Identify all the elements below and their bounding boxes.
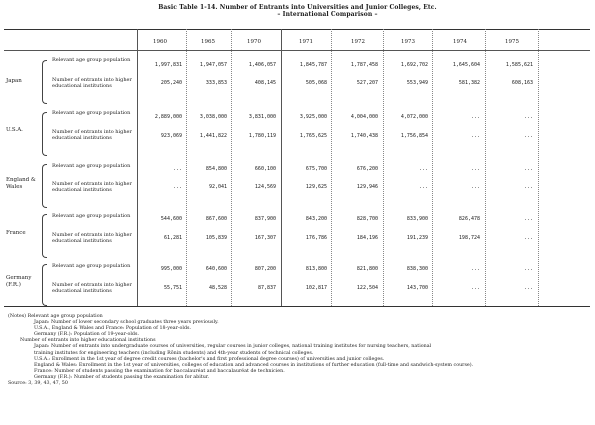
table-cell: 61,281	[163, 235, 182, 241]
note-line: Number of entrants into higher educational institutions	[20, 338, 156, 344]
table-cell: 1,787,458	[350, 62, 378, 68]
year-header: 1960	[153, 39, 167, 45]
table-cell: 807,200	[254, 266, 276, 272]
col-sep	[281, 29, 282, 306]
table-cell: ...	[523, 133, 533, 139]
row-label: Number of entrants into higher educational institutions	[52, 232, 132, 244]
brace	[42, 264, 47, 306]
table-cell: 87,837	[257, 285, 276, 291]
bottom-rule	[4, 306, 590, 307]
table-cell: 553,949	[406, 80, 428, 86]
table-cell: ...	[470, 133, 480, 139]
table-cell: 1,692,702	[400, 62, 428, 68]
table-cell: 828,700	[356, 216, 378, 222]
table-cell: 55,751	[163, 285, 182, 291]
year-header: 1970	[247, 39, 261, 45]
table-cell: 608,163	[511, 80, 533, 86]
row-label: Relevant age group population	[52, 57, 131, 63]
col-sep	[538, 29, 539, 306]
table-cell: ...	[470, 114, 480, 120]
table-cell: 4,004,000	[350, 114, 378, 120]
note-line: Japan: Number of entrants into undergraduate courses of universities, regular courses in junior colleges, national training institutes for nursing teachers, national	[34, 344, 432, 350]
header-rule	[4, 50, 590, 51]
table-cell: 205,240	[160, 80, 182, 86]
table-cell: 640,600	[205, 266, 227, 272]
country-germany: Germany (F.R.)	[6, 275, 32, 288]
table-cell: ...	[418, 184, 428, 190]
table-cell: 676,200	[356, 166, 378, 172]
year-header: 1971	[299, 39, 313, 45]
year-header: 1975	[505, 39, 519, 45]
note-line: Source: 3, 39, 43, 47, 50	[8, 381, 68, 387]
country-france: France	[6, 230, 26, 236]
year-header: 1974	[453, 39, 467, 45]
table-cell: ...	[470, 285, 480, 291]
table-cell: 581,382	[458, 80, 480, 86]
table-cell: 92,041	[208, 184, 227, 190]
title-line-1: Basic Table 1-14. Number of Entrants into Universities and Junior Colleges, Etc.	[158, 4, 437, 11]
row-label: Number of entrants into higher educational institutions	[52, 129, 132, 141]
brace	[42, 164, 47, 208]
table-cell: 675,700	[305, 166, 327, 172]
table-cell: 544,600	[160, 216, 182, 222]
table-cell: 837,900	[254, 216, 276, 222]
country-england-wales: England & Wales	[6, 177, 36, 190]
table-cell: 995,000	[160, 266, 182, 272]
table-cell: 167,307	[254, 235, 276, 241]
note-line: Germany (F.R.): Population of 19-year-olds.	[34, 332, 139, 338]
year-header: 1965	[201, 39, 215, 45]
table-cell: 1,441,822	[199, 133, 227, 139]
table-cell: 1,645,604	[452, 62, 480, 68]
table-cell: 843,200	[305, 216, 327, 222]
table-cell: 1,406,057	[248, 62, 276, 68]
country-japan: Japan	[6, 78, 22, 84]
table-cell: ...	[523, 235, 533, 241]
table-cell: 1,740,438	[350, 133, 378, 139]
row-label: Number of entrants into higher educational institutions	[52, 77, 132, 89]
brace	[42, 214, 47, 258]
table-cell: ...	[523, 216, 533, 222]
table-cell: ...	[523, 114, 533, 120]
table-cell: 102,817	[305, 285, 327, 291]
table-cell: 1,756,854	[400, 133, 428, 139]
table-cell: 129,625	[305, 184, 327, 190]
table-cell: 838,300	[406, 266, 428, 272]
note-line: England & Wales: Enrollment in the 1st year of universities, colleges of education and advanced courses in institutions of further education (full-time and sandwich-system course).	[34, 362, 474, 368]
table-cell: 1,845,787	[299, 62, 327, 68]
table-cell: 124,569	[254, 184, 276, 190]
table-cell: ...	[523, 285, 533, 291]
table-cell: 3,038,000	[199, 114, 227, 120]
note-line: (Notes) Relevant age group population	[8, 314, 103, 319]
note-line: Japan: Number of lower secondary school graduates three years previously.	[34, 320, 219, 326]
table-cell: 105,839	[205, 235, 227, 241]
row-label: Relevant age group population	[52, 263, 131, 269]
row-label: Relevant age group population	[52, 163, 131, 169]
table-cell: 3,831,000	[248, 114, 276, 120]
row-label: Number of entrants into higher educational institutions	[52, 282, 132, 294]
table-cell: ...	[523, 166, 533, 172]
note-line: training institutes for engineering teachers (including Rōnin students) and 4th-year students of technical colleges.	[34, 350, 314, 356]
row-label: Relevant age group population	[52, 110, 131, 116]
table-cell: 505,068	[305, 80, 327, 86]
note-line: France: Number of students passing the examination for baccalauréat and baccalauréat de technicien.	[34, 368, 285, 374]
table-cell: 527,207	[356, 80, 378, 86]
table-cell: 1,585,621	[505, 62, 533, 68]
table-cell: 826,478	[458, 216, 480, 222]
top-rule	[4, 29, 590, 30]
table-title	[0, 4, 595, 18]
table-cell: ...	[470, 166, 480, 172]
year-header: 1972	[351, 39, 365, 45]
table-cell: 1,765,625	[299, 133, 327, 139]
table-cell: 660,100	[254, 166, 276, 172]
table-cell: 198,724	[458, 235, 480, 241]
col-sep	[331, 29, 332, 306]
brace	[42, 112, 47, 156]
table-cell: ...	[418, 166, 428, 172]
year-header: 1973	[401, 39, 415, 45]
table-cell: 821,800	[356, 266, 378, 272]
note-line: U.S.A.: Enrollment in the 1st year of degree credit courses (bachelor's and first professional degree courses) of universities and junior colleges.	[34, 356, 385, 362]
note-line: Germany (F.R.): Number of students passing the examination for abitur.	[34, 374, 210, 380]
table-cell: 867,600	[205, 216, 227, 222]
table-cell: 1,997,831	[154, 62, 182, 68]
table-cell: 3,925,000	[299, 114, 327, 120]
table-cell: 2,889,000	[154, 114, 182, 120]
table-cell: 1,947,057	[199, 62, 227, 68]
table-cell: ...	[470, 184, 480, 190]
notes-block	[8, 314, 588, 387]
table-cell: 923,069	[160, 133, 182, 139]
row-label: Relevant age group population	[52, 213, 131, 219]
col-sep	[432, 29, 433, 306]
table-cell: 813,800	[305, 266, 327, 272]
table-cell: ...	[172, 166, 182, 172]
note-line: U.S.A., England & Wales and France: Population of 18-year-olds.	[34, 326, 192, 332]
table-cell: ...	[172, 184, 182, 190]
table-cell: 1,780,119	[248, 133, 276, 139]
table-cell: 184,196	[356, 235, 378, 241]
table-cell: 176,786	[305, 235, 327, 241]
country-usa: U.S.A.	[6, 127, 23, 133]
table-cell: 854,800	[205, 166, 227, 172]
table-cell: 129,946	[356, 184, 378, 190]
table-cell: 333,853	[205, 80, 227, 86]
table-cell: 122,504	[356, 285, 378, 291]
table-cell: ...	[470, 266, 480, 272]
table-cell: 191,239	[406, 235, 428, 241]
title-line-2: – International Comparison –	[277, 11, 378, 18]
table-cell: 4,072,000	[400, 114, 428, 120]
table-cell: 48,528	[208, 285, 227, 291]
brace	[42, 60, 47, 104]
table-cell: ...	[523, 184, 533, 190]
table-cell: 833,900	[406, 216, 428, 222]
table-cell: 143,700	[406, 285, 428, 291]
col-sep	[485, 29, 486, 306]
table-cell: ...	[523, 266, 533, 272]
row-label: Number of entrants into higher educational institutions	[52, 181, 132, 193]
table-cell: 408,145	[254, 80, 276, 86]
